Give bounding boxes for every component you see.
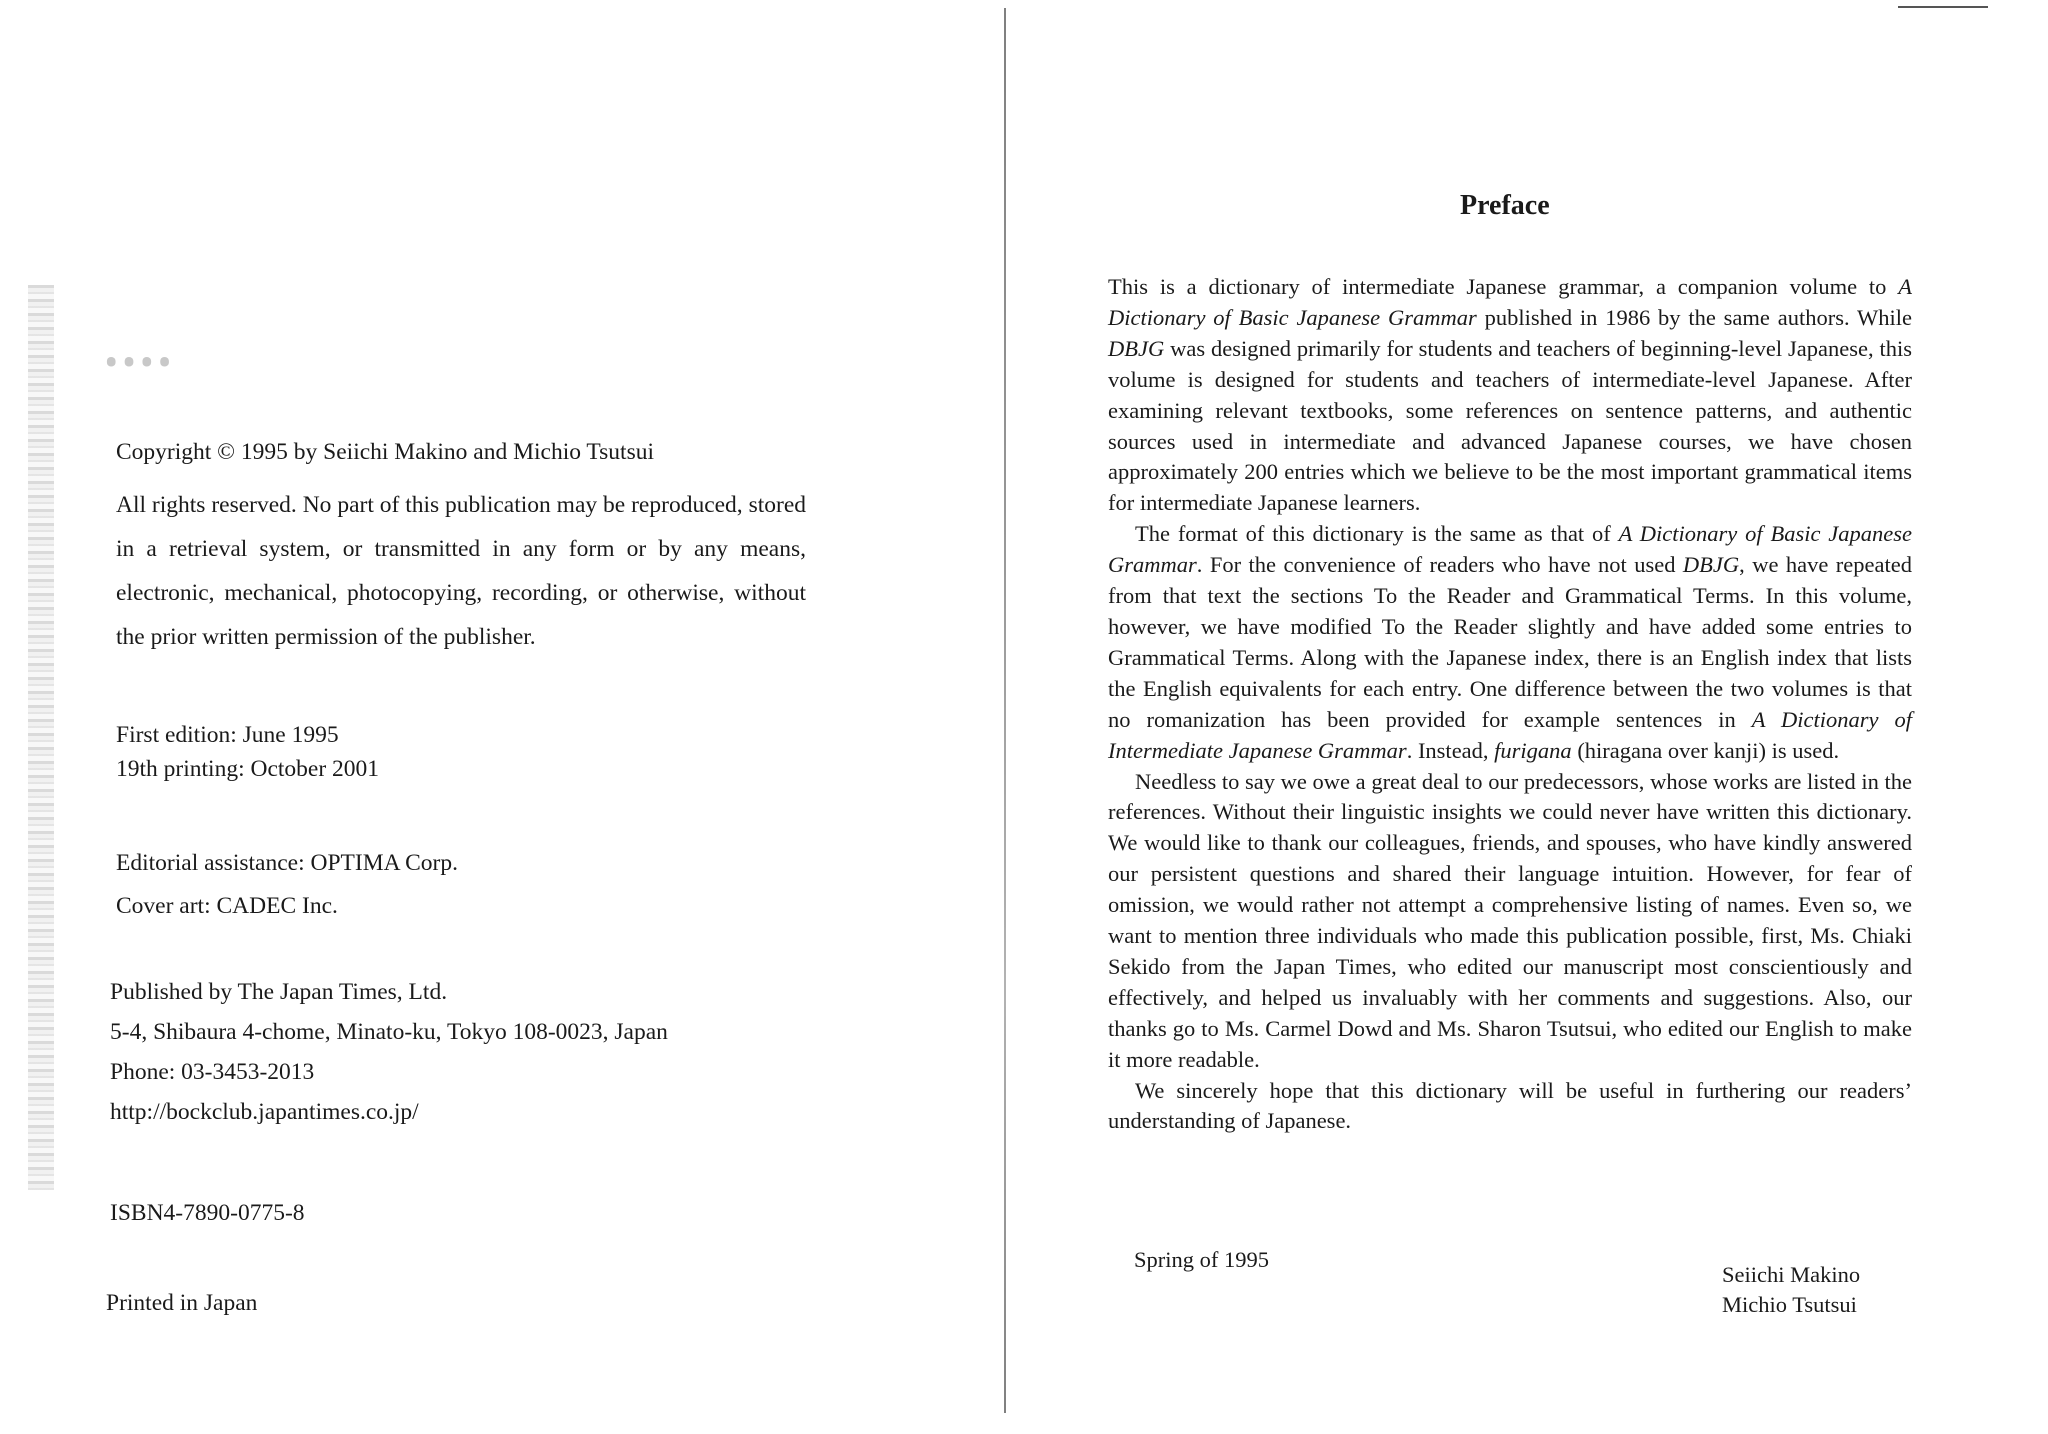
p2-text-a: The format of this dictionary is the same as that of	[1135, 521, 1619, 547]
p2-text-i: (hiragana over kanji) is used.	[1571, 737, 1840, 763]
p1-book-title: A Dictionary of Basic Japanese Grammar	[1108, 274, 1912, 330]
p2-abbrev: DBJG	[1682, 552, 1740, 578]
preface-paragraph-4: We sincerely hope that this dictionary will be useful in furthering our readers’ understanding of Japanese.	[1108, 1077, 1912, 1134]
publisher-url: http://bockclub.japantimes.co.jp/	[110, 1099, 419, 1125]
cover-art: Cover art: CADEC Inc.	[116, 893, 338, 919]
p2-furigana: furigana	[1494, 737, 1572, 763]
isbn: ISBN4-7890-0775-8	[110, 1200, 305, 1226]
p2-book-title: A Dictionary of Basic Japanese Grammar	[1108, 521, 1912, 578]
author-signatures	[1722, 1260, 1860, 1320]
bleed-through-mark: ᠁	[88, 329, 170, 406]
copyright-page	[0, 0, 1000, 1434]
preface-dateline: Spring of 1995	[1134, 1247, 1269, 1272]
printing-info: 19th printing: October 2001	[116, 756, 380, 782]
copyright-line: Copyright © 1995 by Seiichi Makino and Michio Tsutsui	[116, 439, 654, 465]
preface-paragraph-1	[1108, 272, 1912, 519]
publisher-info	[110, 972, 668, 1132]
scan-artifact-edge	[28, 285, 54, 1190]
preface-paragraph-3: Needless to say we owe a great deal to our predecessors, whose works are listed in the references. Without their linguistic insights we could never have written this dictionary. We would like to thank our colleagues, friends, and spouses, who have kindly answered our persistent questions and shared their language intuition. However, for fear of omission, we would rather not attempt a comprehensive listing of names. Even so, we want to mention three individuals who made this publication possible, first, Ms. Chiaki Sekido from the Japan Times, who edited our manuscript most conscientiously and effectively, and helped us invaluably with her comments and suggestions. Also, our thanks go to Ms. Carmel Dowd and Ms. Sharon Tsutsui, who edited our English to make it more readable.	[1108, 768, 1912, 1072]
publisher-phone: Phone: 03-3453-2013	[110, 1059, 315, 1085]
printed-in: Printed in Japan	[106, 1290, 258, 1316]
p2-text-e: , we have repeated from that text the sections To the Reader and Grammatical Terms. In this volume, however, we have modified To the Reader slightly and have added some entries to Grammatical Terms. Along with the Japanese index, there is an English index that lists the English equivalents for each entry. One difference between the two volumes is that no romanization has been provided for example sentences in	[1108, 552, 1912, 732]
first-edition: First edition: June 1995	[116, 722, 339, 748]
author-2: Michio Tsutsui	[1722, 1292, 1857, 1317]
preface-title: Preface	[1460, 190, 1550, 221]
author-1: Seiichi Makino	[1722, 1262, 1861, 1287]
p2-text-g: . Instead,	[1406, 737, 1495, 763]
p1-abbrev: DBJG	[1108, 335, 1165, 361]
editorial-assistance: Editorial assistance: OPTIMA Corp.	[116, 850, 459, 876]
published-by: Published by The Japan Times, Ltd.	[110, 979, 448, 1005]
p1-text-a: This is a dictionary of intermediate Japanese grammar, a companion volume to	[1108, 274, 1899, 299]
preface-body	[1108, 272, 1912, 1137]
book-gutter	[1004, 8, 1006, 1413]
edition-info	[116, 718, 379, 786]
p1-text-c: published in 1986 by the same authors. While	[1476, 304, 1912, 330]
credits	[116, 842, 458, 928]
p1-text-e: was designed primarily for students and teachers of beginning-level Japanese, this volume is designed for students and teachers of intermediate-level Japanese. After examining relevant textbooks, some references on sentence patterns, and authentic sources used in intermediate and advanced Japanese courses, we have chosen approximately 200 entries which we believe to be the most important grammatical items for intermediate Japanese learners.	[1108, 335, 1912, 516]
publisher-address: 5-4, Shibaura 4-chome, Minato-ku, Tokyo 108-0023, Japan	[110, 1019, 668, 1045]
copyright-notice	[116, 438, 806, 659]
p2-book-title-2: A Dictionary of Intermediate Japanese Grammar	[1108, 706, 1912, 763]
preface-paragraph-2	[1108, 519, 1912, 766]
p2-text-c: . For the convenience of readers who have not used	[1196, 552, 1683, 578]
rights-reserved-text: All rights reserved. No part of this publication may be reproduced, stored in a retrieval system, or transmitted in any form or by any means, electronic, mechanical, photocopying, recording, or otherwise, without the prior written permission of the publisher.	[116, 492, 806, 650]
